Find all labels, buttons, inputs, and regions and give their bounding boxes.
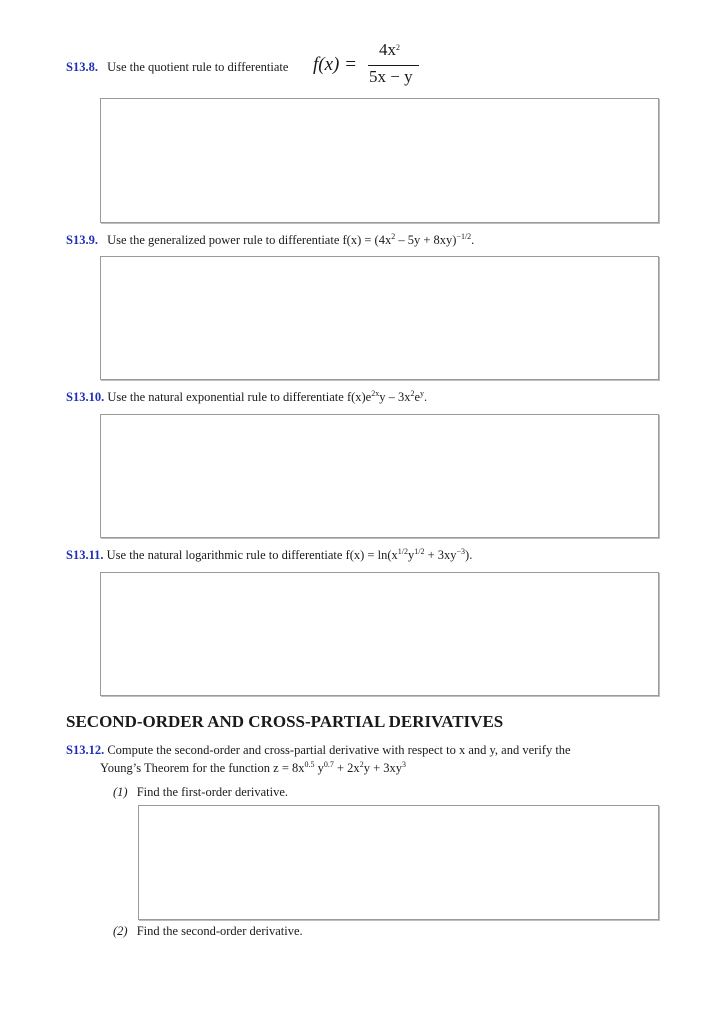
problem-number: S13.11.	[66, 548, 104, 562]
problem-s13-11	[66, 547, 472, 563]
subpart-label: (1)	[113, 785, 128, 799]
problem-text-line2: Young’s Theorem for the function	[100, 761, 271, 775]
problem-s13-8	[66, 59, 288, 75]
subpart-label: (2)	[113, 924, 128, 938]
problem-formula: $f(x) = (4x^2 - 5y + 8xy)^{-1/2}$.	[342, 232, 475, 247]
answer-box-s13-11[interactable]	[100, 572, 659, 696]
problem-number: S13.8.	[66, 60, 98, 74]
problem-formula: $z = 8x^{0.5}$ $y^{0.7} + 2x^2y + 3xy^3$	[273, 760, 406, 775]
formula-numerator: $4x^2$	[379, 40, 400, 59]
answer-box-s13-8[interactable]	[100, 98, 659, 223]
problem-formula: $f(x) = \ln(x^{1/2}y^{1/2} + 3xy^{-3})$.	[345, 547, 473, 562]
problem-s13-9	[66, 232, 474, 248]
subpart-text: Find the second-order derivative.	[136, 924, 303, 938]
section-heading: SECOND-ORDER AND CROSS-PARTIAL DERIVATIVES	[66, 712, 504, 731]
problem-text: Use the natural exponential rule to differentiate	[107, 390, 344, 404]
problem-number: S13.12.	[66, 743, 105, 757]
problem-text: Use the natural logarithmic rule to differentiate	[106, 548, 343, 562]
problem-s13-10	[66, 389, 427, 405]
problem-number: S13.9.	[66, 233, 98, 247]
subpart-2	[113, 923, 303, 939]
answer-box-s13-12-1[interactable]	[138, 805, 659, 920]
subpart-1	[113, 784, 288, 800]
problem-s13-12-line2	[100, 760, 406, 776]
answer-box-s13-9[interactable]	[100, 256, 659, 380]
answer-box-s13-10[interactable]	[100, 414, 659, 538]
formula-lhs: f(x) =	[313, 54, 357, 75]
subpart-text: Find the first-order derivative.	[136, 785, 289, 799]
problem-text: Use the generalized power rule to differentiate	[107, 233, 340, 247]
problem-s13-12	[66, 742, 571, 758]
formula-denominator: 5x − y	[369, 67, 413, 86]
problem-text: Compute the second-order and cross-partial derivative with respect to x and y, and verify the	[107, 743, 571, 757]
fraction-bar	[368, 65, 419, 66]
problem-text: Use the quotient rule to differentiate	[107, 60, 289, 74]
problem-formula: $f(x)e^{2x}y - 3x^2e^y$.	[346, 389, 428, 404]
problem-number: S13.10.	[66, 390, 105, 404]
quotient-formula	[313, 40, 423, 92]
